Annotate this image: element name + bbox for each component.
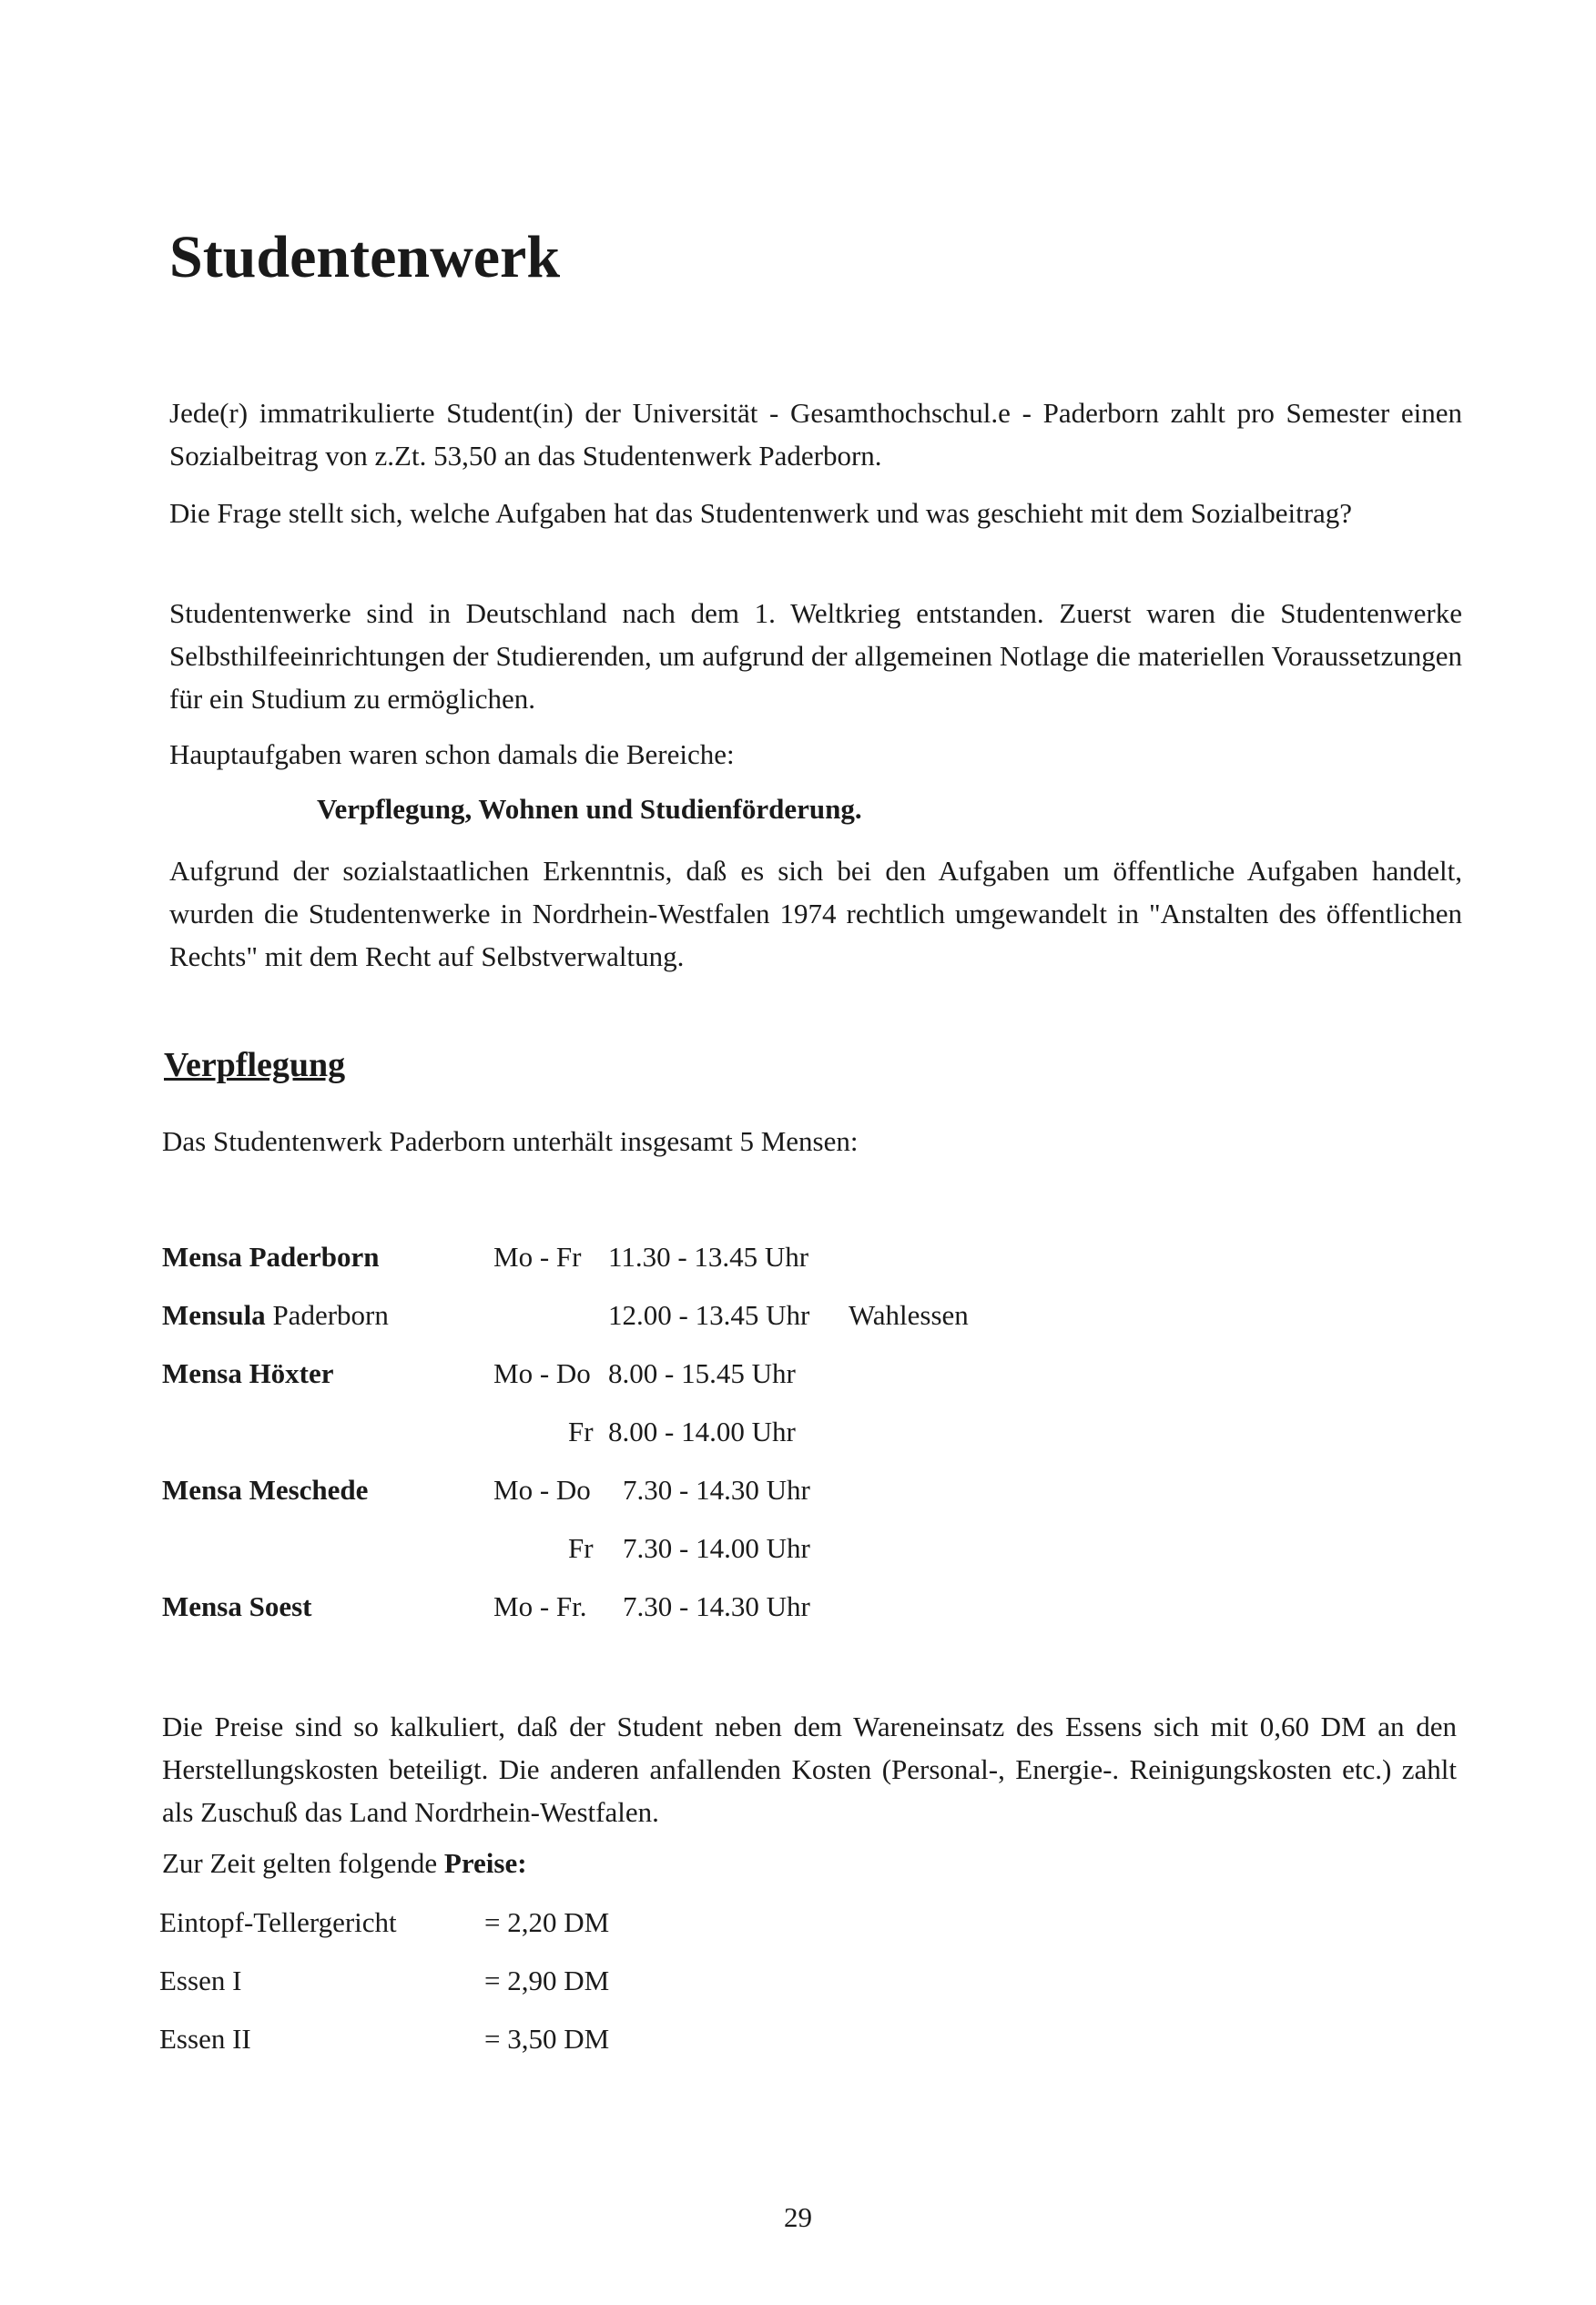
- price-name: Essen I: [159, 1965, 242, 1996]
- mensa-name: Mensa Höxter: [162, 1357, 334, 1389]
- mensa-row: [0, 1468, 1596, 1511]
- price-name: Eintopf-Tellergericht: [159, 1906, 397, 1938]
- mensa-days: Mo - Do: [493, 1357, 591, 1389]
- mensa-row: [0, 1410, 1596, 1453]
- mensa-row: [0, 1352, 1596, 1395]
- mensa-name: Mensula Paderborn: [162, 1299, 389, 1331]
- mensa-time: 7.30 - 14.00 Uhr: [623, 1532, 810, 1564]
- mensa-time: 12.00 - 13.45 Uhr: [608, 1299, 810, 1331]
- price-value: = 2,90 DM: [484, 1965, 610, 1996]
- intro-paragraph-4: Hauptaufgaben waren schon damals die Bereiche:: [169, 738, 735, 770]
- mensa-days: Mo - Fr: [493, 1241, 582, 1273]
- mensa-row: [0, 1235, 1596, 1278]
- page-title: Studentenwerk: [169, 224, 561, 290]
- prices-paragraph: Die Preise sind so kalkuliert, daß der Student neben dem Wareneinsatz des Essens sich mit 0,60 DM an den Herstellungskosten beteiligt. Die anderen anfallenden Kosten (Personal-, Energie-. Reinigungskosten etc.) zahlt als Zuschuß das Land Nordrhein-Westfalen.: [162, 1711, 1457, 1828]
- intro-paragraph-2: Die Frage stellt sich, welche Aufgaben hat das Studentenwerk und was geschieht mit dem Sozialbeitrag?: [169, 497, 1353, 529]
- mensa-row: [0, 1527, 1596, 1569]
- mensa-time: 8.00 - 15.45 Uhr: [608, 1357, 796, 1389]
- mensa-time: 7.30 - 14.30 Uhr: [623, 1590, 810, 1622]
- mensa-days: Mo - Do: [493, 1474, 591, 1506]
- mensa-name: Mensa Paderborn: [162, 1241, 380, 1273]
- mensa-time: 11.30 - 13.45 Uhr: [608, 1241, 809, 1273]
- prices-intro: Zur Zeit gelten folgende Preise:: [162, 1847, 527, 1879]
- intro-paragraph-3: Studentenwerke sind in Deutschland nach dem 1. Weltkrieg entstanden. Zuerst waren die Studentenwerke Selbsthilfeeinrichtungen der Studierenden, um aufgrund der allgemeinen Notlage die materiellen Voraussetzungen für ein Studium zu ermöglichen.: [169, 597, 1462, 715]
- mensen-intro: Das Studentenwerk Paderborn unterhält insgesamt 5 Mensen:: [162, 1125, 859, 1157]
- mensa-note: Wahlessen: [849, 1299, 969, 1331]
- main-areas: Verpflegung, Wohnen und Studienförderung.: [317, 793, 862, 825]
- intro-paragraph-5: Aufgrund der sozialstaatlichen Erkenntnis, daß es sich bei den Aufgaben um öffentliche Aufgaben handelt, wurden die Studentenwerke in Nordrhein-Westfalen 1974 rechtlich umgewandelt in "Anstalten des öffentlichen Rechts" mit dem Recht auf Selbstverwaltung.: [169, 855, 1462, 972]
- mensa-days: Fr: [568, 1532, 594, 1564]
- price-row: [0, 2017, 1596, 2060]
- mensa-time: 8.00 - 14.00 Uhr: [608, 1416, 796, 1447]
- mensa-name: Mensa Soest: [162, 1590, 312, 1622]
- section-heading-verpflegung: Verpflegung: [164, 1046, 346, 1084]
- mensa-time: 7.30 - 14.30 Uhr: [623, 1474, 810, 1506]
- mensa-days: Fr: [568, 1416, 594, 1447]
- price-row: [0, 1901, 1596, 1944]
- mensa-row: [0, 1585, 1596, 1628]
- price-value: = 3,50 DM: [484, 2023, 610, 2055]
- mensa-row: [0, 1294, 1596, 1336]
- intro-paragraph-1: Jede(r) immatrikulierte Student(in) der Universität - Gesamthochschul.e - Paderborn zahlt pro Semester einen Sozialbeitrag von z.Zt. 53,50 an das Studentenwerk Paderborn.: [169, 397, 1462, 472]
- price-row: [0, 1959, 1596, 2002]
- price-value: = 2,20 DM: [484, 1906, 610, 1938]
- page-number: 29: [784, 2201, 812, 2233]
- mensa-name: Mensa Meschede: [162, 1474, 369, 1506]
- mensa-days: Mo - Fr.: [493, 1590, 587, 1622]
- price-name: Essen II: [159, 2023, 251, 2055]
